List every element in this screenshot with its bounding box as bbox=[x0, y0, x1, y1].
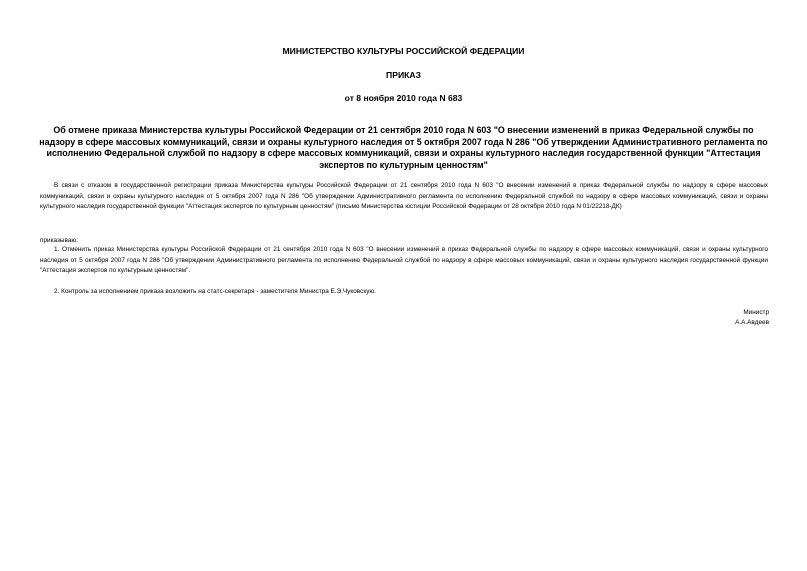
signatory-name: А.А.Авдеев bbox=[735, 319, 769, 326]
order-item-1: 1. Отменить приказ Министерства культуры Российской Федерации от 21 сентября 2010 года N 603 "О внесении изменений в приказ Федеральной службы по надзору в сфере массовых коммуникаций, связи и охраны культурного наследия от 5 октября 2007 года N 286 "Об утверждении Административного регламента по исполнению Федеральной службой по надзору в сфере массовых коммуникаций, связи и охраны культурного наследия государственной функции "Аттестация экспертов по культурным ценностям". bbox=[40, 246, 768, 274]
order-title: Об отмене приказа Министерства культуры Российской Федерации от 21 сентября 2010 года N 603 "О внесении изменений в приказ Федеральной службы по надзору в сфере массовых коммуникаций, связи и охраны культурного наследия от 5 октября 2007 года N 286 "Об утверждении Административного регламента по исполнению Федеральной службой по надзору в сфере массовых коммуникаций, связи и охраны культурного наследия государственной функции "Аттестация экспертов по культурным ценностям" bbox=[39, 125, 768, 170]
order-date-heading: от 8 ноября 2010 года N 683 bbox=[344, 93, 463, 103]
signatory-position: Министр bbox=[743, 309, 769, 316]
order-clause: приказываю: bbox=[40, 237, 78, 244]
ministry-heading: МИНИСТЕРСТВО КУЛЬТУРЫ РОССИЙСКОЙ ФЕДЕРАЦИИ bbox=[282, 46, 525, 56]
order-item-2: 2. Контроль за исполнением приказа возложить на статс-секретаря - заместителя Министра Е.Э.Чуковскую. bbox=[54, 288, 376, 295]
order-type-heading: ПРИКАЗ bbox=[386, 70, 421, 80]
preamble-paragraph: В связи с отказом в государственной регистрации приказа Министерства культуры Российской Федерации от 21 сентября 2010 года N 603 "О внесении изменений в приказ Федеральной службы по надзору в сфере массовых коммуникаций, связи и охраны культурного наследия от 5 октября 2007 года N 286 "Об утверждении Административного регламента по исполнению Федеральной службой по надзору в сфере массовых коммуникаций, связи и охраны культурного наследия государственной функции "Аттестация экспертов по культурным ценностям" (письмо Министерства юстиции Российской Федерации от 28 октября 2010 года N 01/22218-ДК) bbox=[40, 182, 768, 210]
